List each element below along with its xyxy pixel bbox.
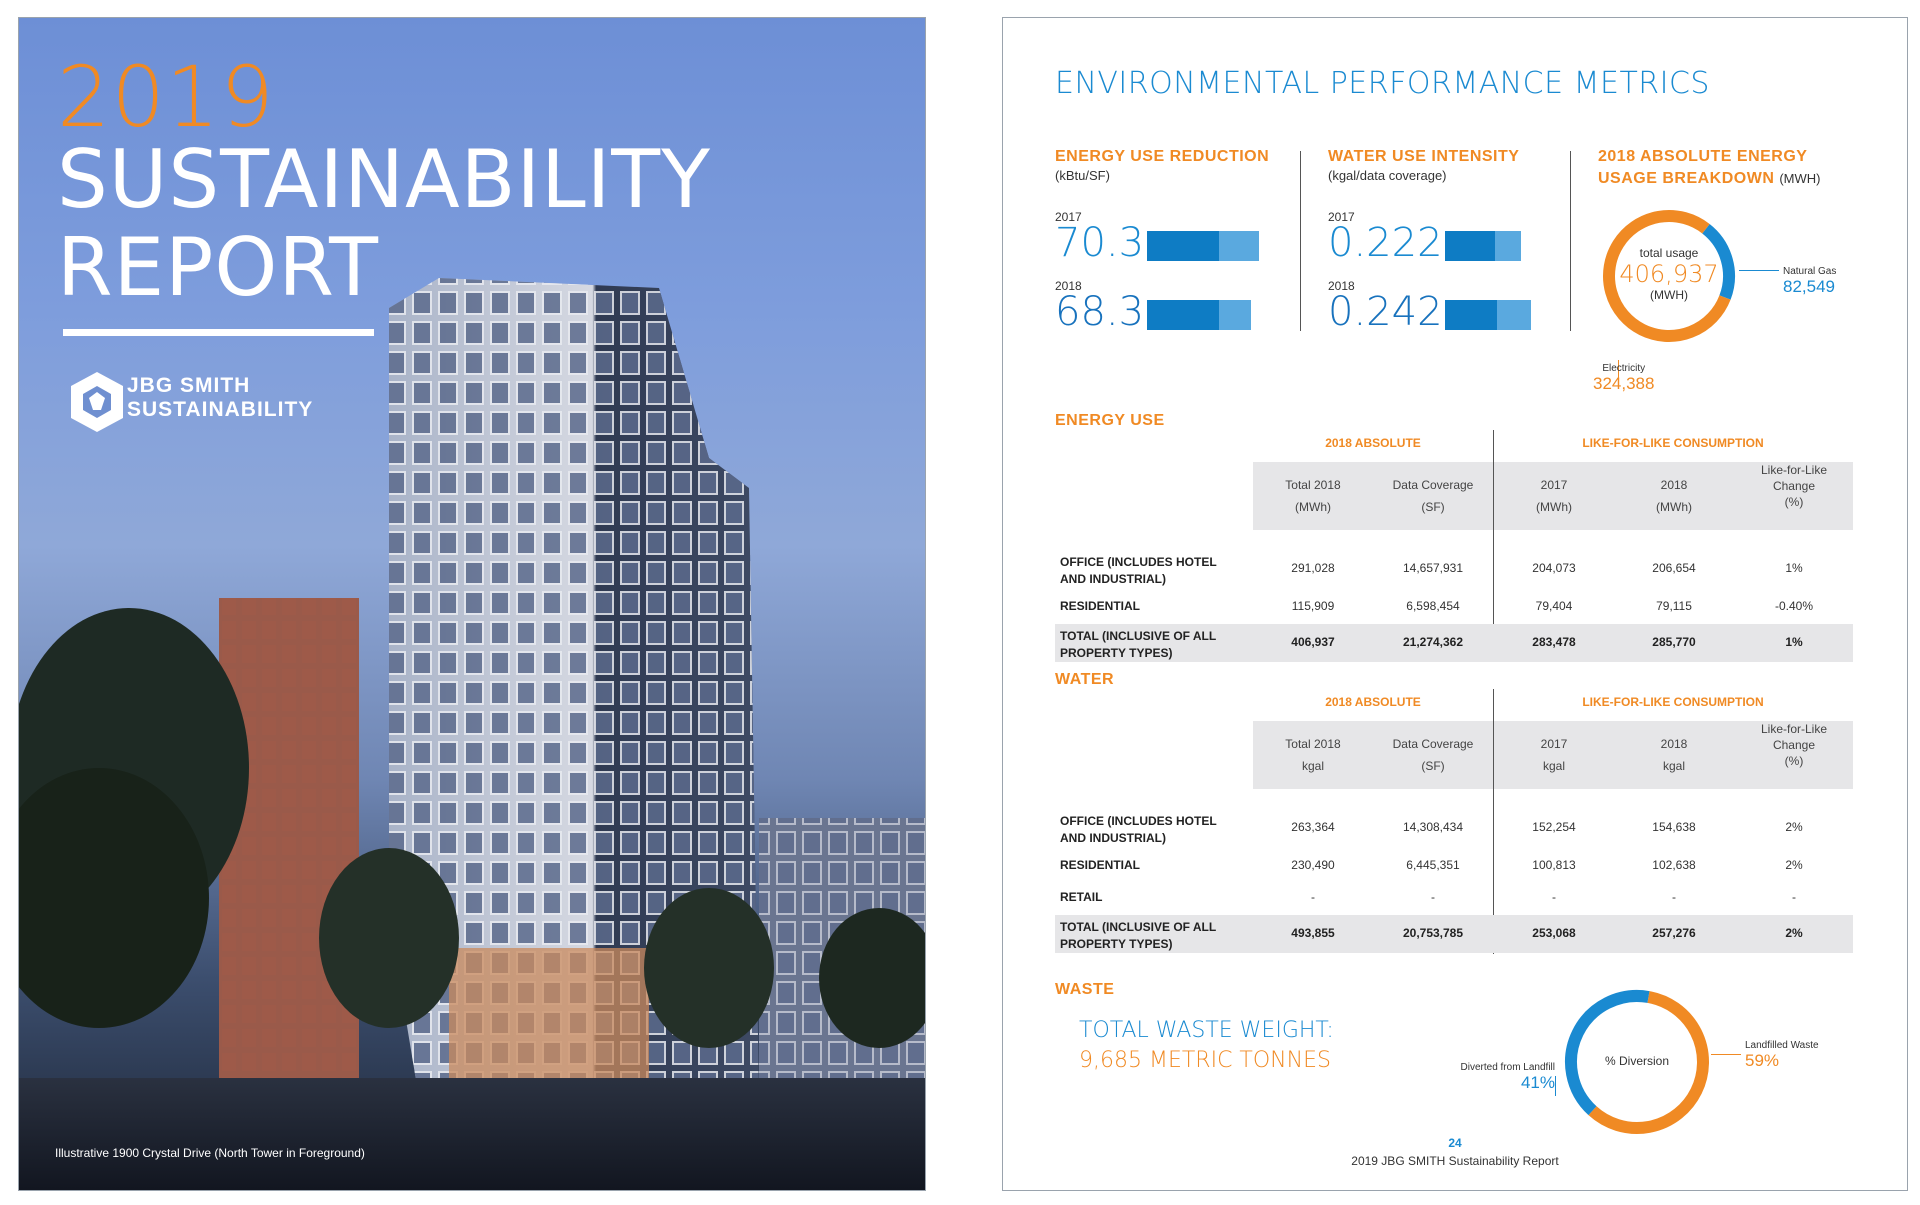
cover-divider xyxy=(63,329,374,336)
water-group-absolute: 2018 ABSOLUTE xyxy=(1325,695,1421,709)
page-number: 24 xyxy=(1448,1136,1462,1150)
energy-year-2017: 2017 xyxy=(1055,210,1082,224)
energy-row-label-line: TOTAL (INCLUSIVE OF ALL xyxy=(1060,629,1217,643)
water-heading: WATER xyxy=(1055,671,1115,688)
energy-row-label xyxy=(1060,628,1250,662)
cover-title xyxy=(57,133,817,314)
energy-row-label-line: AND INDUSTRIAL) xyxy=(1060,572,1166,586)
water-group-like-for-like: LIKE-FOR-LIKE CONSUMPTION xyxy=(1582,695,1764,709)
energy-cell: 1% xyxy=(1785,561,1803,575)
energy-cell: 204,073 xyxy=(1532,561,1576,575)
natural-gas-leader-line xyxy=(1739,270,1779,271)
water-year-2017: 2017 xyxy=(1328,210,1355,224)
landfilled-callout xyxy=(1745,1040,1819,1071)
energy-col-header xyxy=(1734,462,1854,510)
water-col-header-line: (%) xyxy=(1784,754,1804,768)
water-col-header-line: kgal xyxy=(1542,759,1565,773)
cover-year: 2019 xyxy=(57,48,275,146)
energy-breakdown-heading-line2: USAGE BREAKDOWN (MWH) xyxy=(1598,170,1821,187)
water-cell: 230,490 xyxy=(1291,858,1335,872)
water-row-label xyxy=(1060,889,1250,906)
energy-cell: 79,404 xyxy=(1535,599,1573,613)
cover-caption: Illustrative 1900 Crystal Drive (North Tower in Foreground) xyxy=(55,1146,365,1160)
electricity-label: Electricity xyxy=(1602,363,1646,374)
water-col-header-line: 2017 xyxy=(1540,737,1568,751)
water-cell: 154,638 xyxy=(1652,820,1696,834)
water-cell: 2% xyxy=(1785,820,1803,834)
energy-cell: 406,937 xyxy=(1291,635,1335,649)
waste-total-label: TOTAL WASTE WEIGHT: xyxy=(1079,1018,1334,1043)
energy-cell: 79,115 xyxy=(1656,599,1692,613)
energy-col-header xyxy=(1373,474,1493,518)
water-row-label xyxy=(1060,919,1250,953)
energy-use-heading: ENERGY USE xyxy=(1055,412,1165,429)
energy-row-label-line: OFFICE (INCLUDES HOTEL xyxy=(1060,555,1217,569)
energy-donut-center-unit: (MWH) xyxy=(1650,288,1688,302)
water-col-header-line: kgal xyxy=(1662,759,1685,773)
water-cell: - xyxy=(1311,890,1315,904)
water-cell: 6,445,351 xyxy=(1406,858,1460,872)
water-col-header-line: kgal xyxy=(1301,759,1324,773)
water-cell: 102,638 xyxy=(1652,858,1696,872)
energy-col-header-line: Change xyxy=(1772,479,1816,493)
diverted-leader-line xyxy=(1555,1076,1556,1096)
natural-gas-callout xyxy=(1783,266,1836,297)
energy-col-header-line: (MWh) xyxy=(1656,500,1692,514)
metric-divider-2 xyxy=(1570,151,1571,331)
landfilled-leader-line xyxy=(1711,1054,1741,1055)
energy-group-absolute: 2018 ABSOLUTE xyxy=(1325,436,1421,450)
energy-donut-center xyxy=(1599,246,1739,302)
energy-cell: 206,654 xyxy=(1652,561,1696,575)
water-intensity-block xyxy=(1328,146,1568,183)
water-cell: 20,753,785 xyxy=(1402,926,1464,940)
water-cell: - xyxy=(1431,890,1435,904)
water-row-label-line: TOTAL (INCLUSIVE OF ALL xyxy=(1060,920,1217,934)
water-cell: 2% xyxy=(1785,926,1803,940)
cover-title-line2: REPORT xyxy=(57,221,379,314)
energy-col-header-line: (MWh) xyxy=(1295,500,1331,514)
cover-brand xyxy=(127,374,313,422)
energy-value-2018: 68.3 xyxy=(1055,289,1145,335)
water-row-label xyxy=(1060,813,1250,847)
energy-bar-2018 xyxy=(1147,300,1251,330)
cover-brand-line1: JBG SMITH xyxy=(127,374,251,397)
energy-col-header-line: Total 2018 xyxy=(1285,478,1341,492)
water-col-header xyxy=(1373,733,1493,777)
energy-row-label-line: PROPERTY TYPES) xyxy=(1060,646,1173,660)
water-value-2017: 0.222 xyxy=(1328,220,1443,266)
energy-breakdown-unit: (MWH) xyxy=(1779,171,1821,186)
waste-total xyxy=(1079,1016,1334,1076)
water-cell: 257,276 xyxy=(1652,926,1696,940)
cover-title-line1: SUSTAINABILITY xyxy=(57,133,712,226)
landfilled-value: 59% xyxy=(1745,1051,1780,1070)
water-row-label-line: AND INDUSTRIAL) xyxy=(1060,831,1166,845)
water-col-header-line: Change xyxy=(1772,738,1816,752)
water-cell: - xyxy=(1672,890,1676,904)
electricity-value: 324,388 xyxy=(1593,374,1655,393)
energy-cell: 1% xyxy=(1785,635,1803,649)
diverted-callout xyxy=(1423,1062,1555,1093)
energy-row-label xyxy=(1060,598,1250,615)
energy-col-header xyxy=(1253,474,1373,518)
water-cell: 2% xyxy=(1785,858,1803,872)
energy-col-header xyxy=(1614,474,1734,518)
water-row-label-line: RESIDENTIAL xyxy=(1060,858,1141,872)
energy-row-label-line: RESIDENTIAL xyxy=(1060,599,1141,613)
energy-donut-total: 406,937 xyxy=(1619,260,1719,288)
water-value-2018: 0.242 xyxy=(1328,289,1443,335)
water-cell: 100,813 xyxy=(1532,858,1576,872)
waste-total-value: 9,685 METRIC TONNES xyxy=(1079,1048,1331,1073)
energy-col-header xyxy=(1494,474,1614,518)
energy-cell: -0.40% xyxy=(1774,599,1814,613)
energy-cell: 283,478 xyxy=(1532,635,1576,649)
water-col-header xyxy=(1734,721,1854,769)
water-year-2018: 2018 xyxy=(1328,279,1355,293)
landfilled-label: Landfilled Waste xyxy=(1745,1040,1819,1051)
energy-reduction-block xyxy=(1055,146,1295,183)
electricity-callout xyxy=(1593,363,1654,394)
energy-cell: 6,598,454 xyxy=(1406,599,1460,613)
water-row-label-line: PROPERTY TYPES) xyxy=(1060,937,1173,951)
water-col-header xyxy=(1253,733,1373,777)
energy-group-like-for-like: LIKE-FOR-LIKE CONSUMPTION xyxy=(1582,436,1764,450)
energy-donut-center-label: total usage xyxy=(1639,246,1699,260)
water-col-header-line: Like-for-Like xyxy=(1760,722,1828,736)
energy-cell: 285,770 xyxy=(1652,635,1696,649)
water-row-label-line: OFFICE (INCLUDES HOTEL xyxy=(1060,814,1217,828)
page-footer: 2019 JBG SMITH Sustainability Report xyxy=(1351,1154,1559,1168)
energy-reduction-heading: ENERGY USE REDUCTION xyxy=(1055,148,1270,165)
water-col-header-line: (SF) xyxy=(1421,759,1445,773)
energy-col-header-line: (SF) xyxy=(1421,500,1445,514)
water-intensity-heading: WATER USE INTENSITY xyxy=(1328,148,1520,165)
water-cell: - xyxy=(1792,890,1796,904)
energy-cell: 14,657,931 xyxy=(1402,561,1464,575)
energy-cell: 21,274,362 xyxy=(1402,635,1464,649)
page-title: ENVIRONMENTAL PERFORMANCE METRICS xyxy=(1055,66,1710,101)
natural-gas-value: 82,549 xyxy=(1783,277,1835,296)
natural-gas-label: Natural Gas xyxy=(1783,266,1837,277)
energy-col-header-line: 2017 xyxy=(1540,478,1568,492)
energy-year-2018: 2018 xyxy=(1055,279,1082,293)
water-cell: - xyxy=(1552,890,1556,904)
metrics-page xyxy=(1002,17,1908,1191)
water-col-header-line: 2018 xyxy=(1660,737,1688,751)
energy-breakdown-heading-line1: 2018 ABSOLUTE ENERGY xyxy=(1598,148,1808,165)
energy-cell: 291,028 xyxy=(1291,561,1335,575)
water-col-header xyxy=(1614,733,1734,777)
energy-value-2017: 70.3 xyxy=(1055,220,1145,266)
energy-col-header-line: Like-for-Like xyxy=(1760,463,1828,477)
diverted-label: Diverted from Landfill xyxy=(1460,1062,1555,1073)
water-col-header-line: Data Coverage xyxy=(1392,737,1474,751)
report-cover xyxy=(18,17,926,1191)
water-cell: 263,364 xyxy=(1291,820,1335,834)
water-bar-2017 xyxy=(1445,231,1521,261)
waste-donut-center-label: % Diversion xyxy=(1604,1054,1670,1068)
cover-brand-line2: SUSTAINABILITY xyxy=(127,398,314,421)
energy-col-header-line: (MWh) xyxy=(1536,500,1572,514)
energy-col-header-line: 2018 xyxy=(1660,478,1688,492)
water-intensity-unit: (kgal/data coverage) xyxy=(1328,168,1447,183)
water-col-header xyxy=(1494,733,1614,777)
water-bar-2018 xyxy=(1445,300,1531,330)
jbg-smith-logo-icon xyxy=(67,370,127,434)
metric-divider-1 xyxy=(1300,151,1301,331)
water-col-header-line: Total 2018 xyxy=(1285,737,1341,751)
water-cell: 152,254 xyxy=(1532,820,1576,834)
water-row-label xyxy=(1060,857,1250,874)
energy-cell: 115,909 xyxy=(1291,599,1335,613)
water-row-label-line: RETAIL xyxy=(1060,890,1103,904)
water-cell: 14,308,434 xyxy=(1402,820,1464,834)
energy-col-header-line: (%) xyxy=(1784,495,1804,509)
energy-col-header-line: Data Coverage xyxy=(1392,478,1474,492)
energy-row-label xyxy=(1060,554,1250,588)
energy-reduction-unit: (kBtu/SF) xyxy=(1055,168,1110,183)
waste-heading: WASTE xyxy=(1055,981,1115,998)
diverted-value: 41% xyxy=(1520,1073,1555,1092)
water-cell: 253,068 xyxy=(1532,926,1576,940)
energy-bar-2017 xyxy=(1147,231,1259,261)
water-cell: 493,855 xyxy=(1291,926,1335,940)
energy-breakdown-block xyxy=(1598,146,1888,190)
